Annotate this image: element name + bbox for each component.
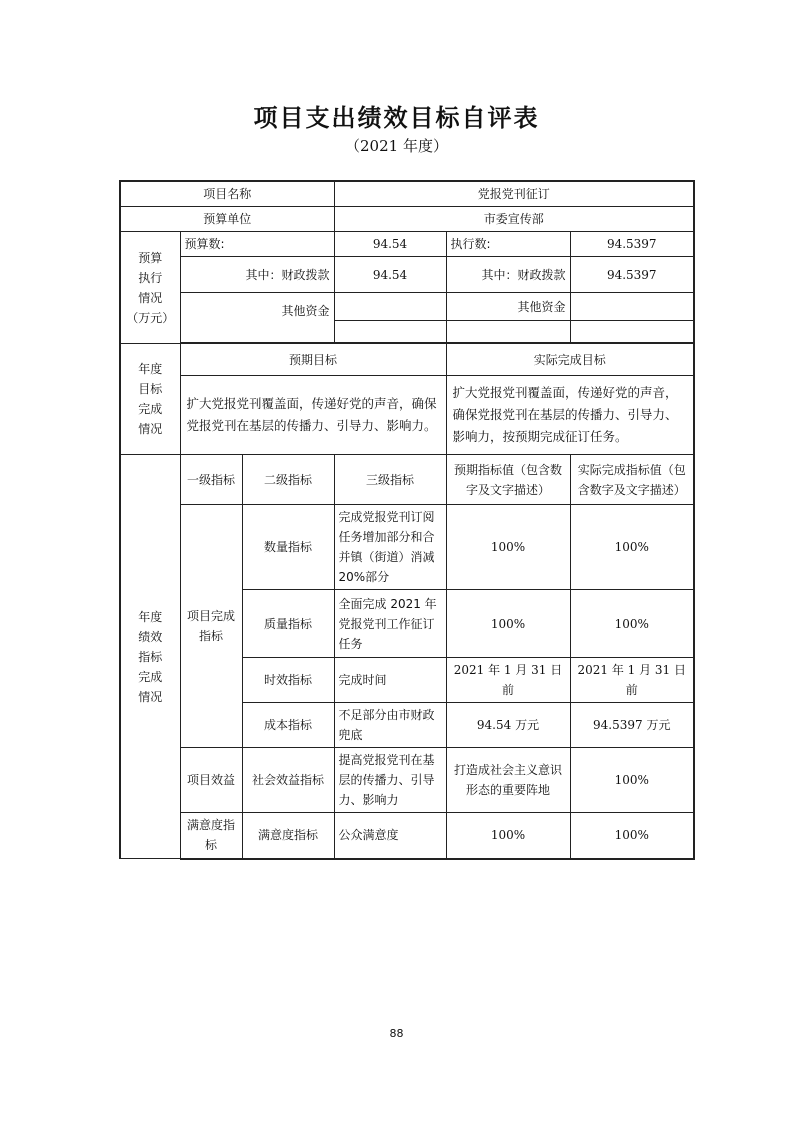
perf-line: 完成 — [138, 669, 163, 684]
annual-goal-line: 情况 — [138, 422, 163, 436]
level3-cell: 完成党报党刊订阅任务增加部分和合并镇（街道）消减20%部分 — [334, 505, 446, 590]
perf-line: 情况 — [138, 689, 163, 704]
annual-goal-line: 目标 — [138, 382, 163, 396]
actual-value-cell: 100% — [570, 590, 694, 658]
budget-amount-label: 预算数: — [180, 232, 334, 257]
expected-goal-text: 扩大党报党刊覆盖面，传递好党的声音，确保党报党刊在基层的传播力、引导力、影响力。 — [180, 376, 446, 455]
level1-completion: 项目完成指标 — [180, 505, 242, 748]
level3-cell: 全面完成 2021 年党报党刊工作征订任务 — [334, 590, 446, 658]
exec-amount-value: 94.5397 — [570, 232, 694, 257]
other-funds-exec-value — [570, 293, 694, 321]
level3-cell: 不足部分由市财政兜底 — [334, 703, 446, 748]
perf-label — [120, 455, 180, 859]
actual-value-header: 实际完成指标值（包含数字及文字描述） — [570, 455, 694, 505]
blank-cell — [570, 321, 694, 343]
level2-cell: 数量指标 — [242, 505, 334, 590]
budget-unit-value: 市委宣传部 — [334, 207, 694, 232]
budget-amount-value: 94.54 — [334, 232, 446, 257]
annual-goal-line: 完成 — [138, 402, 163, 416]
expected-value-cell: 100% — [446, 813, 570, 859]
perf-line: 绩效 — [138, 629, 163, 644]
indicator-row-satisfaction — [120, 813, 694, 859]
budget-unit-row — [120, 207, 694, 232]
budget-exec-line: 情况 — [138, 290, 163, 305]
exec-amount-label: 执行数: — [446, 232, 570, 257]
expected-value-cell: 94.54 万元 — [446, 703, 570, 748]
perf-line: 年度 — [138, 609, 163, 624]
level3-header: 三级指标 — [334, 455, 446, 505]
budget-exec-label — [120, 232, 180, 344]
annual-goal-content-row — [120, 376, 694, 455]
level2-cell: 质量指标 — [242, 590, 334, 658]
other-funds-exec-label: 其他资金 — [446, 293, 570, 321]
level3-cell: 公众满意度 — [334, 813, 446, 859]
indicator-row-benefit — [120, 748, 694, 813]
expected-value-cell: 打造成社会主义意识形态的重要阵地 — [446, 748, 570, 813]
indicator-row-quantity — [120, 505, 694, 590]
actual-value-cell: 100% — [570, 505, 694, 590]
page-title: 项目支出绩效目标自评表 — [253, 104, 540, 132]
level2-cell: 满意度指标 — [242, 813, 334, 859]
indicator-header-row — [120, 455, 694, 505]
level3-cell: 完成时间 — [334, 658, 446, 703]
budget-unit-label: 预算单位 — [120, 207, 334, 232]
budget-exec-line: 执行 — [138, 270, 163, 285]
budget-amount-row — [120, 232, 694, 257]
fiscal-row — [120, 257, 694, 293]
page-number: 88 — [389, 1027, 404, 1040]
self-evaluation-table — [119, 180, 695, 860]
annual-goal-header-row — [120, 344, 694, 376]
expected-value-cell: 2021 年 1 月 31 日前 — [446, 658, 570, 703]
expected-value-cell: 100% — [446, 505, 570, 590]
perf-line: 指标 — [138, 649, 163, 664]
project-name-row — [120, 181, 694, 207]
fiscal-budget-value: 94.54 — [334, 257, 446, 293]
level2-cell: 社会效益指标 — [242, 748, 334, 813]
actual-goal-header: 实际完成目标 — [446, 344, 694, 376]
actual-value-cell: 2021 年 1 月 31 日前 — [570, 658, 694, 703]
level1-header: 一级指标 — [180, 455, 242, 505]
actual-goal-text: 扩大党报党刊覆盖面，传递好党的声音，确保党报党刊在基层的传播力、引导力、影响力，按预期完成征订任务。 — [446, 376, 694, 455]
page-subtitle: （2021 年度） — [345, 137, 448, 155]
expected-value-cell: 100% — [446, 590, 570, 658]
project-name-value: 党报党刊征订 — [334, 181, 694, 207]
actual-value-cell: 100% — [570, 813, 694, 859]
blank-cell — [446, 321, 570, 343]
level1-satisfaction: 满意度指标 — [180, 813, 242, 859]
other-funds-budget-value — [334, 293, 446, 321]
annual-goal-label — [120, 344, 180, 455]
level2-header: 二级指标 — [242, 455, 334, 505]
level1-benefit: 项目效益 — [180, 748, 242, 813]
other-funds-row — [120, 293, 694, 321]
blank-cell — [334, 321, 446, 343]
budget-exec-line: 预算 — [138, 250, 163, 265]
budget-exec-line: （万元） — [126, 310, 175, 325]
project-name-label: 项目名称 — [120, 181, 334, 207]
actual-value-cell: 100% — [570, 748, 694, 813]
expected-value-header: 预期指标值（包含数字及文字描述） — [446, 455, 570, 505]
annual-goal-line: 年度 — [138, 362, 163, 376]
level2-cell: 时效指标 — [242, 658, 334, 703]
fiscal-exec-label: 其中：财政拨款 — [446, 257, 570, 293]
level2-cell: 成本指标 — [242, 703, 334, 748]
fiscal-budget-label: 其中：财政拨款 — [180, 257, 334, 293]
fiscal-exec-value: 94.5397 — [570, 257, 694, 293]
expected-goal-header: 预期目标 — [180, 344, 446, 376]
actual-value-cell: 94.5397 万元 — [570, 703, 694, 748]
other-funds-budget-label: 其他资金 — [180, 293, 334, 343]
level3-cell: 提高党报党刊在基层的传播力、引导力、影响力 — [334, 748, 446, 813]
